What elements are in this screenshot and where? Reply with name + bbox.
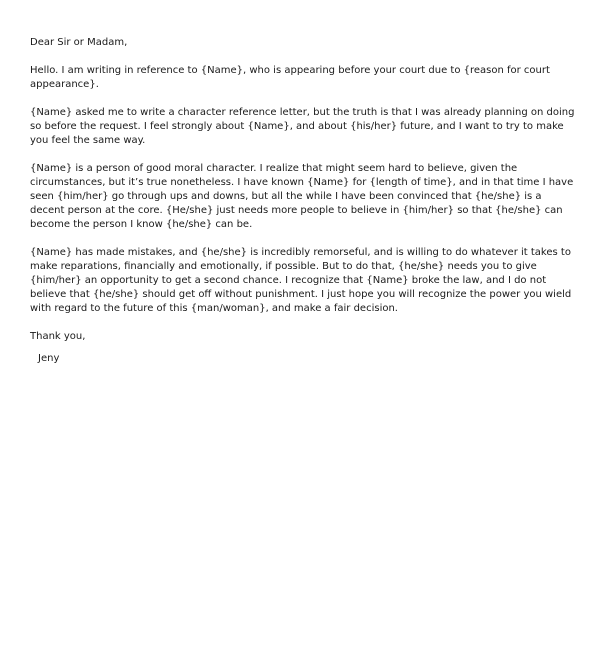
letter-body [30,36,576,366]
paragraph-character: {Name} is a person of good moral character. I realize that might seem hard to believe, given the circumstances, but it’s true nonetheless. I have known {Name} for {length of time}, and in that time I have seen {him/her} go through ups and downs, but all the while I have been convinced that {he/she} is a decent person at the core. {He/she} just needs more people to believe in {him/her} so that {he/she} can become the person I know {he/she} can be. [30,163,574,230]
salutation: Dear Sir or Madam, [30,37,128,48]
paragraph-intro: Hello. I am writing in reference to {Name}, who is appearing before your court due to {reason for court appearance}. [30,65,550,90]
paragraph-plea: {Name} has made mistakes, and {he/she} is incredibly remorseful, and is willing to do whatever it takes to make reparations, financially and emotionally, if possible. But to do that, {he/she} needs you to give {him/her} an opportunity to get a second chance. I recognize that {Name} broke the law, and I do not believe that {he/she} should get off without punishment. I just hope you will recognize the power you wield with regard to the future of this {man/woman}, and make a fair decision. [30,247,572,314]
paragraph-request: {Name} asked me to write a character reference letter, but the truth is that I was already planning on doing so before the request. I feel strongly about {Name}, and about {his/her} future, and I want to try to make you feel the same way. [30,107,575,146]
closing: Thank you, [30,331,86,342]
signature: Jeny [38,353,60,364]
